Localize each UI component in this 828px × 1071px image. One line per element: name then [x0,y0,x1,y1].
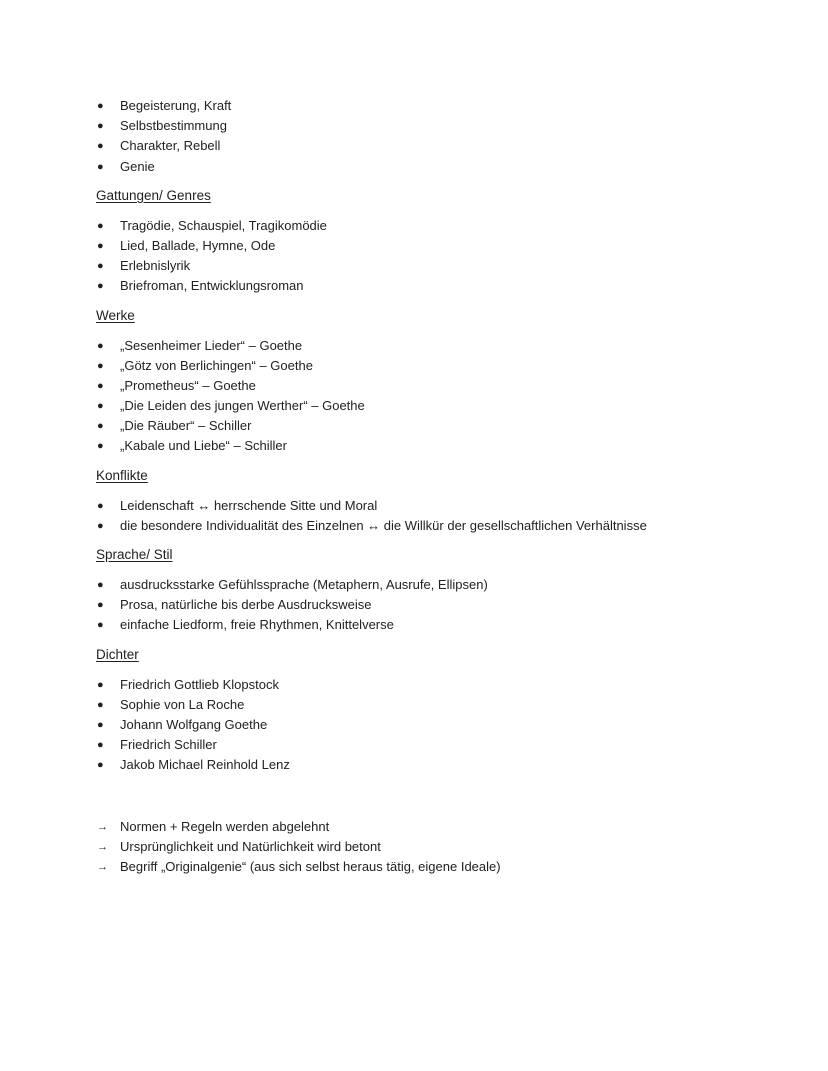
arrow-right-icon: → [97,860,108,873]
list-item [96,436,828,456]
list-item [96,575,828,595]
list-item-text: ausdrucksstarke Gefühlssprache (Metaphern, Ausrufe, Ellipsen) [120,577,488,592]
section-heading-dichter: Dichter [96,646,139,662]
bullet-icon: ● [97,499,104,512]
bullet-icon: ● [97,739,104,752]
list-item-text: Johann Wolfgang Goethe [120,716,268,732]
list-item [96,695,828,715]
list-item-text: Genie [120,158,155,174]
bullet-icon: ● [97,698,104,711]
list-item [96,615,828,635]
gattungen-list [96,216,828,297]
bullet-icon: ● [97,619,104,632]
konflikte-list [96,496,828,536]
bullet-icon: ● [97,440,104,453]
list-item-text: Sophie von La Roche [120,696,245,712]
list-item [96,256,828,276]
arrow-right-icon: → [97,820,108,833]
list-item [96,356,828,376]
list-item [96,675,828,695]
list-item [96,755,828,775]
bullet-icon: ● [97,280,104,293]
list-item [96,96,828,116]
bullet-icon: ● [97,718,104,731]
list-item-text: „Sesenheimer Lieder“ – Goethe [120,337,303,353]
bullet-icon: ● [97,579,104,591]
list-item-text: Charakter, Rebell [120,138,221,154]
list-item [96,857,828,877]
list-item-text: Ursprünglichkeit und Natürlichkeit wird betont [120,838,381,854]
bullet-icon: ● [97,400,104,413]
intro-list [96,96,828,177]
list-item-text: Selbstbestimmung [120,118,227,134]
bullet-icon: ● [97,219,104,232]
list-item [96,376,828,396]
sprache-list [96,575,828,636]
list-item-text: Lied, Ballade, Hymne, Ode [120,237,276,253]
list-item-text: Normen + Regeln werden abgelehnt [120,818,330,834]
section-heading-sprache: Sprache/ Stil [96,547,173,562]
section-heading-werke: Werke [96,307,135,323]
bullet-icon: ● [97,519,104,532]
list-item-text: Friedrich Gottlieb Klopstock [120,676,279,692]
list-item-text: Leidenschaft ↔ herrschende Sitte und Moral [120,497,378,513]
gattungen-section [96,186,828,297]
bullet-icon: ● [97,599,104,612]
bullet-icon: ● [97,140,104,153]
list-item-text: Tragödie, Schauspiel, Tragikomödie [120,217,327,233]
conclusions-section [96,817,828,878]
list-item [96,396,828,416]
bullet-icon: ● [97,359,104,372]
list-item [96,837,828,857]
list-item-text: „Die Leiden des jungen Werther“ – Goethe [120,398,365,414]
list-item-text: „Die Räuber“ – Schiller [120,418,252,434]
bullet-icon: ● [97,260,104,273]
list-item-text: Begeisterung, Kraft [120,98,232,113]
bullet-icon: ● [97,678,104,691]
list-item-text: Friedrich Schiller [120,737,217,753]
sprache-section [96,545,828,636]
bullet-icon: ● [97,759,104,772]
conclusions-list [96,817,828,878]
list-item [96,595,828,615]
list-item [96,236,828,256]
list-item [96,336,828,356]
arrow-right-icon: → [97,840,108,853]
bullet-icon: ● [97,239,104,252]
list-item [96,116,828,136]
bullet-icon: ● [97,120,104,133]
bullet-icon: ● [97,420,104,433]
list-item-text: Begriff „Originalgenie“ (aus sich selbst heraus tätig, eigene Ideale) [120,858,501,874]
list-item-text: Briefroman, Entwicklungsroman [120,278,304,294]
bullet-icon: ● [97,379,104,392]
list-item-text: „Prometheus“ – Goethe [120,377,256,393]
werke-list [96,336,828,457]
list-item [96,216,828,236]
list-item [96,157,828,177]
list-item [96,516,828,536]
list-item [96,735,828,755]
list-item [96,817,828,837]
list-item [96,276,828,296]
dichter-section [96,645,828,776]
list-item-text: einfache Liedform, freie Rhythmen, Knittelverse [120,617,394,633]
list-item-text: Prosa, natürliche bis derbe Ausdrucksweise [120,597,372,613]
list-item-text: Erlebnislyrik [120,258,191,274]
bullet-icon: ● [97,100,104,112]
bullet-icon: ● [97,339,104,352]
bullet-icon: ● [97,160,104,173]
section-heading-konflikte: Konflikte [96,467,148,483]
list-item-text: „Götz von Berlichingen“ – Goethe [120,357,313,373]
list-item-text: Jakob Michael Reinhold Lenz [120,757,290,773]
intro-section [96,96,828,177]
werke-section [96,306,828,457]
dichter-list [96,675,828,776]
section-heading-gattungen: Gattungen/ Genres [96,187,211,203]
list-item [96,136,828,156]
list-item-text: die besondere Individualität des Einzelnen ↔ die Willkür der gesellschaftlichen Verhältnisse [120,517,647,533]
konflikte-section [96,466,828,536]
list-item [96,496,828,516]
list-item [96,715,828,735]
list-item [96,416,828,436]
list-item-text: „Kabale und Liebe“ – Schiller [120,438,287,454]
